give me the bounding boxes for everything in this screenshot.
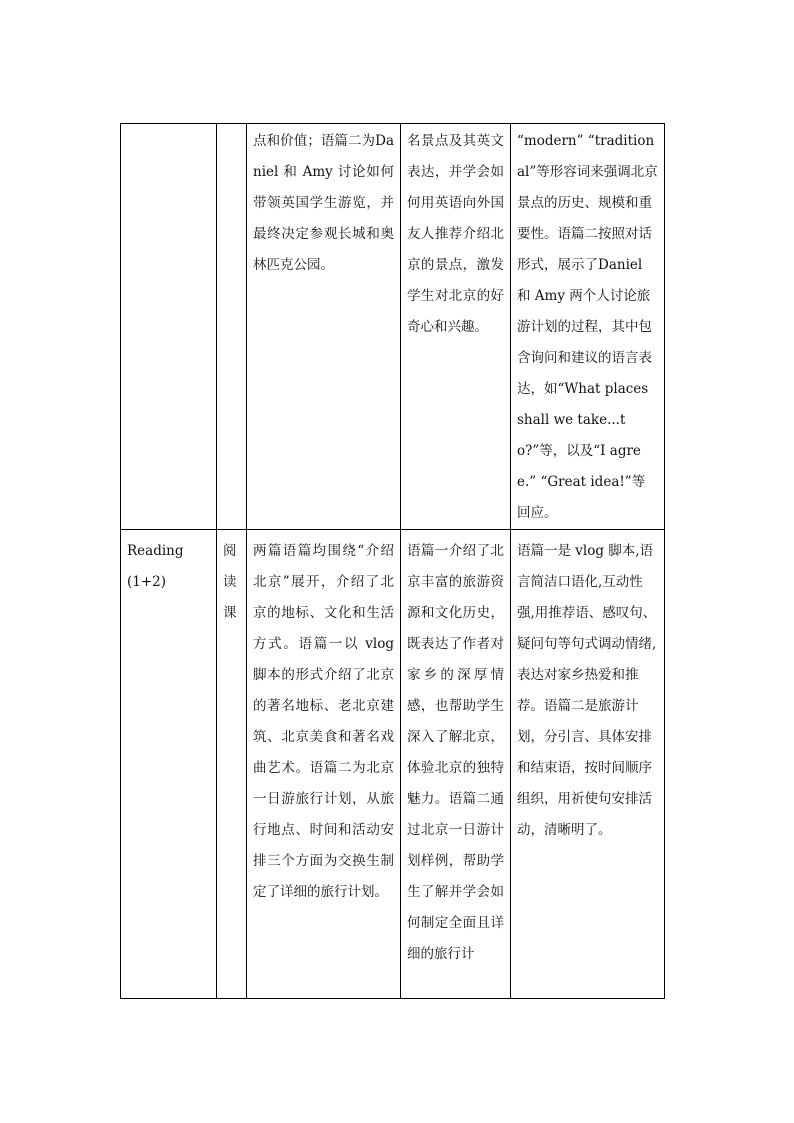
table-cell-content: 点和价值；语篇二为Daniel 和 Amy 讨论如何带领英国学生游览，并最终决定参观长城和奥林匹克公园。 [247,124,401,530]
table-cell-type [217,530,247,999]
lesson-type: 阅读课 [223,543,237,621]
lesson-name: Reading [127,543,184,559]
table-cell-lesson [121,124,217,530]
lesson-number: (1+2) [127,574,167,590]
table-row [121,124,665,530]
table-cell-language: 语篇一是 vlog 脚本,语言简洁口语化,互动性强,用推荐语、感叹句、疑问句等句式调动情绪,表达对家乡热爱和推荐。语篇二是旅游计划，分引言、具体安排和结束语，按时间顺序组织，用祈使句安排活动，清晰明了。 [511,530,665,999]
table-cell-lesson [121,530,217,999]
table-cell-content: 两篇语篇均围绕“介绍北京”展开，介绍了北京的地标、文化和生活方式。语篇一以 vlog 脚本的形式介绍了北京的著名地标、老北京建筑、北京美食和著名戏曲艺术。语篇二为北京一日游旅行计划，从旅行地点、时间和活动安排三个方面为交换生制定了详细的旅行计划。 [247,530,401,999]
table-cell-type [217,124,247,530]
table-cell-language: “modern” “traditional”等形容词来强调北京景点的历史、规模和重要性。语篇二按照对话形式，展示了Daniel 和 Amy 两个人讨论旅游计划的过程，其中包含询问和建议的语言表达，如“What places shall we take...to?”等，以及“I agree.” “Great idea!”等回应。 [511,124,665,530]
table-cell-meaning: 名景点及其英文表达，并学会如何用英语向外国友人推荐介绍北京的景点，激发学生对北京的好奇心和兴趣。 [401,124,511,530]
lesson-analysis-table [120,123,665,999]
table-cell-meaning: 语篇一介绍了北京丰富的旅游资源和文化历史，既表达了作者对家乡的深厚情感，也帮助学生深入了解北京，体验北京的独特魅力。语篇二通过北京一日游计划样例，帮助学生了解并学会如何制定全面且详细的旅行计 [401,530,511,999]
table-row [121,530,665,999]
